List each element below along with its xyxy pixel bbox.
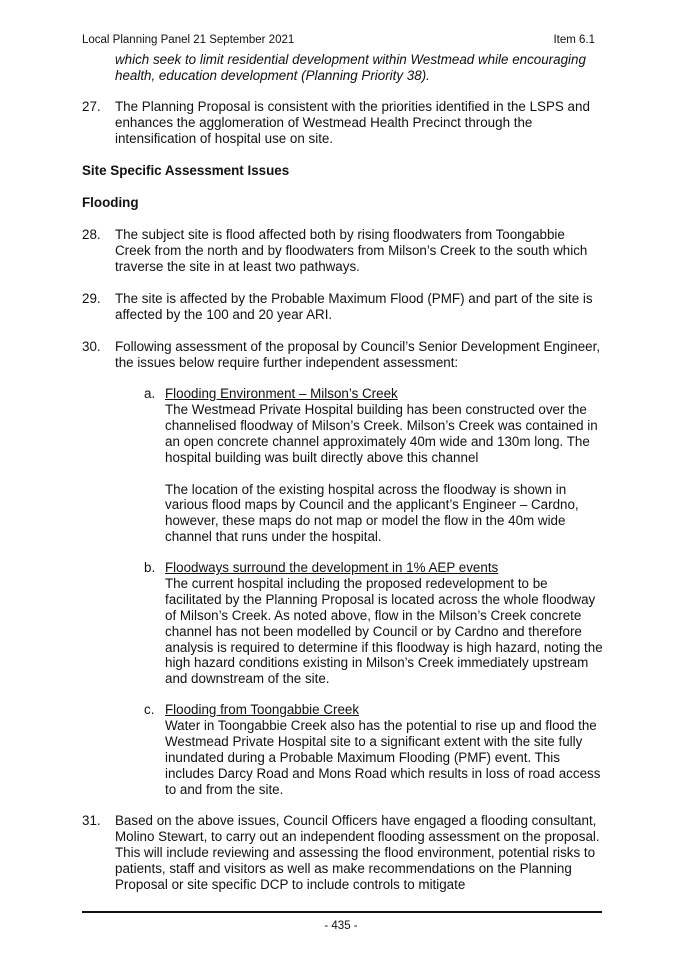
paragraph-number: 31. — [82, 813, 101, 828]
paragraph-text: The Planning Proposal is consistent with the priorities identified in the LSPS and enhances the agglomeration of Westmead Health Precinct through the intensification of hospital use on site. — [115, 99, 590, 146]
continued-text: which seek to limit residential development within Westmead while encouraging health, education development (Planning Priority 38). — [115, 52, 586, 83]
paragraph-27 — [82, 99, 602, 147]
subitem-b — [144, 560, 606, 687]
paragraph-text: The subject site is flood affected both by rising floodwaters from Toongabbie Creek from the north and by floodwaters from Milson’s Creek to the south which traverse the site in at least two pathways. — [115, 227, 588, 274]
paragraph-29 — [82, 291, 602, 323]
paragraph-text: The site is affected by the Probable Maximum Flood (PMF) and part of the site is affected by the 100 and 20 year ARI. — [115, 291, 593, 322]
header-item-number: Item 6.1 — [553, 34, 595, 46]
subitem-title: Flooding from Toongabbie Creek — [165, 702, 360, 717]
paragraph-number: 27. — [82, 99, 101, 114]
paragraph-31 — [82, 813, 602, 893]
subitem-letter: b. — [144, 560, 156, 575]
subitem-text: Water in Toongabbie Creek also has the potential to rise up and flood the Westmead Private Hospital site to a significant extent with the site fully inundated during a Probable Maximum Flooding (PMF) event. This includes Darcy Road and Mons Road which results in loss of road access to and from the site. — [165, 717, 601, 797]
subitem-letter: a. — [144, 386, 156, 401]
paragraph-number: 30. — [82, 339, 101, 354]
subitem-text-2: The location of the existing hospital across the floodway is shown in various flood maps by Council and the applicant’s Engineer – Cardno, however, these maps do not map or model the flow in the 40m wide channel that runs under the hospital. — [165, 481, 579, 545]
paragraph-text: Following assessment of the proposal by Council’s Senior Development Engineer, the issues below require further independent assessment: — [115, 339, 601, 370]
subitem-title: Floodways surround the development in 1% AEP events — [165, 560, 499, 575]
subitem-text: The current hospital including the proposed redevelopment to be facilitated by the Planning Proposal is located across the whole floodway of Milson’s Creek. As noted above, flow in the Milson’s Creek concrete channel has not been modelled by Council or by Cardno and therefore analysis is required to determine if this floodway is high hazard, noting the high hazard conditions existing in Milson’s Creek immediately upstream and downstream of the site. — [165, 575, 603, 687]
subitem-text: The Westmead Private Hospital building has been constructed over the channelised floodway of Milson’s Creek. Milson’s Creek was contained in an open concrete channel approximately 40m wide and 130m long. The hospital building was built directly above this channel — [165, 401, 598, 465]
subitem-c — [144, 702, 606, 797]
section-heading-site-specific: Site Specific Assessment Issues — [82, 163, 290, 178]
section-heading-flooding: Flooding — [82, 195, 139, 210]
paragraph-number: 29. — [82, 291, 101, 306]
paragraph-number: 28. — [82, 227, 101, 242]
page-number: - 435 - — [324, 920, 358, 932]
paragraph-30 — [82, 339, 602, 371]
paragraph-28 — [82, 227, 602, 275]
footer-divider — [82, 911, 602, 913]
subitem-title: Flooding Environment – Milson’s Creek — [165, 386, 398, 401]
header-meeting-title: Local Planning Panel 21 September 2021 — [82, 34, 295, 46]
subitem-letter: c. — [144, 702, 155, 717]
subitem-a — [144, 386, 606, 545]
paragraph-text: Based on the above issues, Council Officers have engaged a flooding consultant, Molino Stewart, to carry out an independent flooding assessment on the proposal. This will include reviewing and assessing the flood environment, potential risks to patients, staff and visitors as well as make recommendations on the Planning Proposal or site specific DCP to include controls to mitigate — [115, 813, 600, 892]
